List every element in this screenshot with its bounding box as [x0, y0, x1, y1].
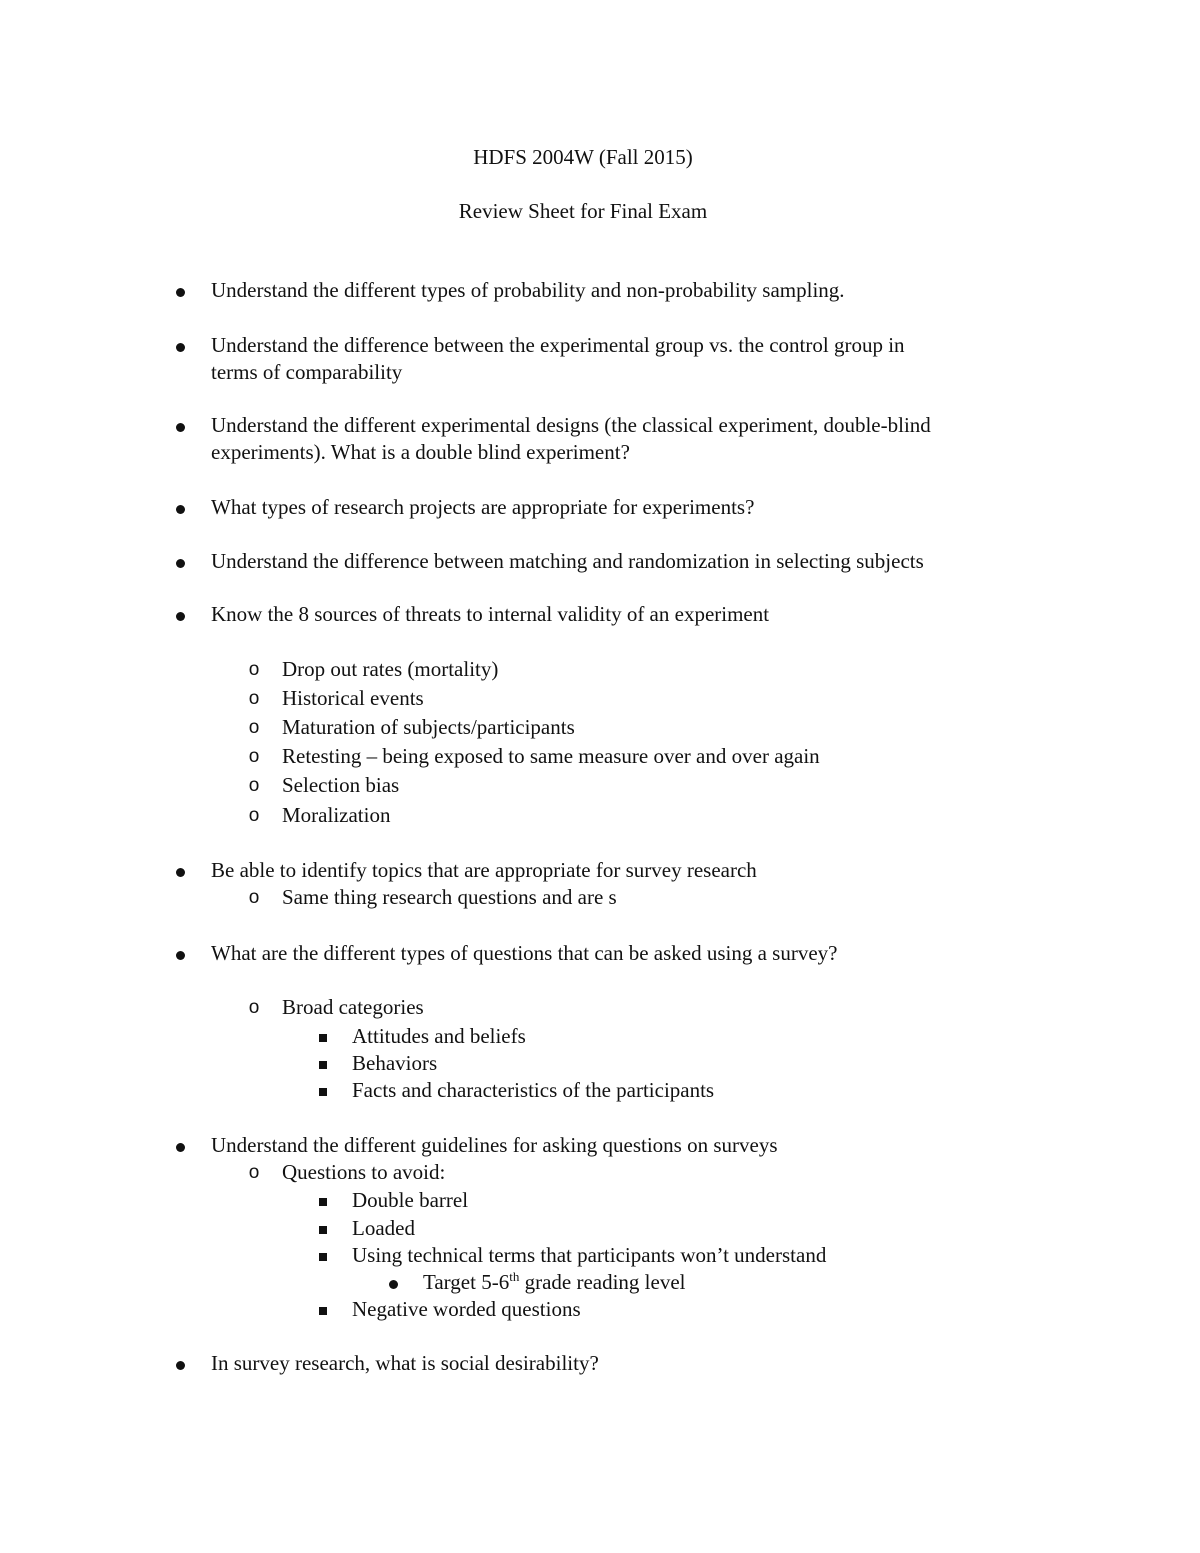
circle-bullet-icon: o — [248, 717, 260, 738]
sub-list-item: Maturation of subjects/participants — [282, 715, 575, 739]
target-suffix: grade reading level — [519, 1270, 686, 1294]
sub-sub-list-item: Negative worded questions — [352, 1297, 581, 1321]
list-item: Be able to identify topics that are appropriate for survey research — [211, 858, 757, 882]
circle-bullet-icon: o — [248, 805, 260, 826]
target-prefix: Target 5-6 — [423, 1270, 510, 1294]
list-item: What types of research projects are appropriate for experiments? — [211, 495, 755, 519]
bullet-icon — [172, 548, 188, 575]
bullet-icon — [385, 1269, 401, 1296]
bullet-icon — [172, 601, 188, 628]
ordinal-suffix: th — [509, 1269, 520, 1284]
square-bullet-icon — [315, 1215, 331, 1242]
bullet-icon — [172, 1132, 188, 1159]
sub-list-item: Retesting – being exposed to same measure over and over again — [282, 744, 820, 768]
list-item: Understand the different types of probability and non-probability sampling. — [211, 278, 845, 302]
sub-list-item: Same thing research questions and are s — [282, 885, 617, 909]
list-item: What are the different types of questions that can be asked using a survey? — [211, 941, 838, 965]
bullet-icon — [172, 1350, 188, 1377]
square-bullet-icon — [315, 1242, 331, 1269]
sub-sub-list-item: Behaviors — [352, 1051, 438, 1075]
circle-bullet-icon: o — [248, 688, 260, 709]
sub-sub-list-item: Double barrel — [352, 1188, 469, 1212]
list-item: In survey research, what is social desirability? — [211, 1351, 599, 1375]
list-item: Understand the difference between the experimental group vs. the control group in — [211, 333, 905, 357]
sub-list-item: Moralization — [282, 803, 391, 827]
square-bullet-icon — [315, 1296, 331, 1323]
bullet-icon — [172, 277, 188, 304]
list-item-continuation: terms of comparability — [211, 360, 403, 384]
list-item: Know the 8 sources of threats to internal validity of an experiment — [211, 602, 770, 626]
sub-list-item: Drop out rates (mortality) — [282, 657, 499, 681]
circle-bullet-icon: o — [248, 746, 260, 767]
square-bullet-icon — [315, 1023, 331, 1050]
bullet-icon — [172, 412, 188, 439]
list-item: Understand the different guidelines for asking questions on surveys — [211, 1133, 778, 1157]
course-heading: HDFS 2004W (Fall 2015) — [473, 145, 693, 169]
sub-list-item: Broad categories — [282, 995, 424, 1019]
circle-bullet-icon: o — [248, 775, 260, 796]
bullet-icon — [172, 857, 188, 884]
list-item: Understand the different experimental designs (the classical experiment, double-blind — [211, 413, 931, 437]
bullet-icon — [172, 494, 188, 521]
sub-list-item: Historical events — [282, 686, 424, 710]
sub-list-item: Questions to avoid: — [282, 1160, 446, 1184]
bullet-icon — [172, 940, 188, 967]
page-title: Review Sheet for Final Exam — [458, 199, 708, 223]
list-item: Understand the difference between matching and randomization in selecting subjects — [211, 549, 924, 573]
sub-sub-list-item: Using technical terms that participants won’t understand — [352, 1243, 827, 1267]
square-bullet-icon — [315, 1050, 331, 1077]
list-item-continuation: experiments). What is a double blind experiment? — [211, 440, 630, 464]
sub-list-item: Selection bias — [282, 773, 400, 797]
circle-bullet-icon: o — [248, 887, 260, 908]
circle-bullet-icon: o — [248, 997, 260, 1018]
sub-sub-list-item: Attitudes and beliefs — [352, 1024, 526, 1048]
bullet-icon — [172, 332, 188, 359]
circle-bullet-icon: o — [248, 659, 260, 680]
sub-sub-list-item: Loaded — [352, 1216, 415, 1240]
square-bullet-icon — [315, 1187, 331, 1214]
sub-sub-list-item: Facts and characteristics of the participants — [352, 1078, 715, 1102]
square-bullet-icon — [315, 1077, 331, 1104]
circle-bullet-icon: o — [248, 1162, 260, 1183]
sub-sub-sub-list-item — [423, 1269, 686, 1296]
